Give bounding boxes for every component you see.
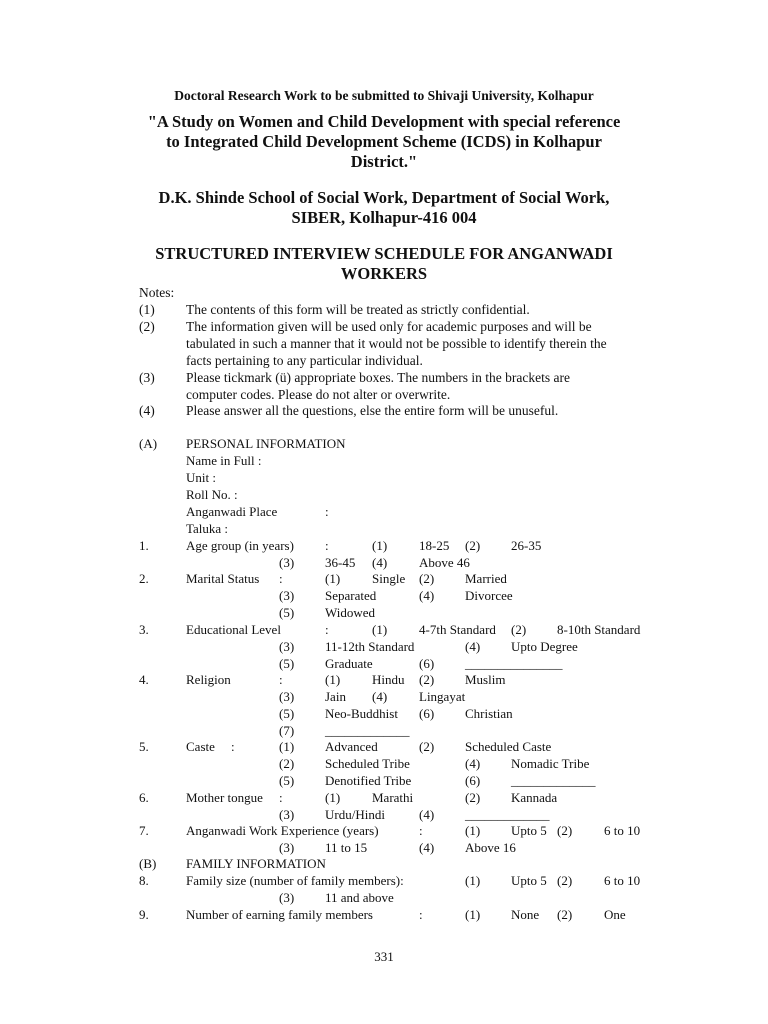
option-code: (2) <box>419 672 435 687</box>
option-label[interactable]: Kannada <box>511 790 558 805</box>
option-label[interactable]: 18-25 <box>419 538 450 553</box>
question-label-age: Age group (in years) <box>186 538 294 553</box>
option-code: (1) <box>325 672 341 687</box>
option-label[interactable]: One <box>604 907 626 922</box>
option-label[interactable]: 11 to 15 <box>325 840 368 855</box>
option-label[interactable]: Scheduled Caste <box>465 739 552 754</box>
question-number: 9. <box>139 907 149 922</box>
option-label[interactable]: Muslim <box>465 672 506 687</box>
study-title-line-2: to Integrated Child Development Scheme (ICDS) in Kolhapur <box>166 132 602 151</box>
question-label-work-experience: Anganwadi Work Experience (years) <box>186 823 379 838</box>
option-code: (2) <box>511 622 527 637</box>
note-number: (3) <box>139 370 155 385</box>
question-label-caste: Caste <box>186 739 215 754</box>
section-b-marker: (B) <box>139 856 157 871</box>
option-blank[interactable]: _____________ <box>325 723 410 738</box>
field-taluka: Taluka : <box>186 521 229 536</box>
option-blank[interactable]: _____________ <box>465 807 550 822</box>
option-code: (2) <box>557 823 573 838</box>
question-colon: : <box>279 571 283 586</box>
question-colon: : <box>231 739 235 754</box>
question-label-mother-tongue: Mother tongue <box>186 790 263 805</box>
option-label[interactable]: Denotified Tribe <box>325 773 412 788</box>
option-label[interactable]: 26-35 <box>511 538 542 553</box>
option-label[interactable]: 11-12th Standard <box>325 639 415 654</box>
note-number: (4) <box>139 403 155 418</box>
option-code: (2) <box>419 571 435 586</box>
field-anganwadi-place: Anganwadi Place <box>186 504 278 519</box>
option-label[interactable]: Above 46 <box>419 555 470 570</box>
option-blank[interactable]: _______________ <box>465 656 563 671</box>
option-label[interactable]: Widowed <box>325 605 376 620</box>
question-number: 8. <box>139 873 149 888</box>
question-number: 1. <box>139 538 149 553</box>
question-label-education: Educational Level <box>186 622 281 637</box>
option-code: (3) <box>279 840 295 855</box>
note-text: The information given will be used only for academic purposes and will be <box>186 319 592 334</box>
question-colon: : <box>279 790 283 805</box>
note-text: tabulated in such a manner that it would not be possible to identify therein the <box>186 336 607 351</box>
option-label[interactable]: Scheduled Tribe <box>325 756 410 771</box>
option-code: (3) <box>279 807 295 822</box>
option-code: (4) <box>372 555 388 570</box>
option-code: (7) <box>279 723 295 738</box>
option-label[interactable]: Marathi <box>372 790 414 805</box>
option-label[interactable]: 6 to 10 <box>604 873 641 888</box>
option-label[interactable]: Urdu/Hindi <box>325 807 385 822</box>
option-code: (2) <box>557 873 573 888</box>
question-number: 6. <box>139 790 149 805</box>
note-text: Please tickmark (ü) appropriate boxes. The numbers in the brackets are <box>186 370 570 385</box>
option-code: (4) <box>372 689 388 704</box>
option-code: (2) <box>557 907 573 922</box>
option-label[interactable]: Graduate <box>325 656 373 671</box>
option-label[interactable]: Upto Degree <box>511 639 578 654</box>
option-code: (1) <box>372 622 388 637</box>
field-roll-no: Roll No. : <box>186 487 238 502</box>
option-code: (3) <box>279 555 295 570</box>
question-label-marital-status: Marital Status <box>186 571 260 586</box>
option-code: (6) <box>419 706 435 721</box>
section-a-title: PERSONAL INFORMATION <box>186 436 346 451</box>
option-label[interactable]: Divorcee <box>465 588 513 603</box>
option-code: (4) <box>465 756 481 771</box>
question-label-family-size: Family size (number of family members): <box>186 873 404 888</box>
option-label[interactable]: None <box>511 907 540 922</box>
option-label[interactable]: Advanced <box>325 739 378 754</box>
question-colon: : <box>325 622 329 637</box>
note-number: (2) <box>139 319 155 334</box>
notes-heading: Notes: <box>139 285 175 300</box>
option-label[interactable]: 6 to 10 <box>604 823 641 838</box>
school-line-2: SIBER, Kolhapur-416 004 <box>291 208 477 227</box>
question-colon: : <box>279 672 283 687</box>
question-number: 3. <box>139 622 149 637</box>
question-colon: : <box>419 823 423 838</box>
option-label[interactable]: 36-45 <box>325 555 356 570</box>
school-line-1: D.K. Shinde School of Social Work, Department of Social Work, <box>158 188 610 207</box>
option-label[interactable]: Above 16 <box>465 840 516 855</box>
option-label[interactable]: Upto 5 <box>511 873 547 888</box>
option-code: (5) <box>279 656 295 671</box>
question-number: 4. <box>139 672 149 687</box>
option-label[interactable]: Lingayat <box>419 689 466 704</box>
field-name-in-full: Name in Full : <box>186 453 262 468</box>
question-label-earning-members: Number of earning family members <box>186 907 373 922</box>
option-code: (2) <box>465 538 481 553</box>
option-label[interactable]: Married <box>465 571 507 586</box>
option-code: (4) <box>419 840 435 855</box>
option-code: (3) <box>279 689 295 704</box>
university-line: Doctoral Research Work to be submitted to Shivaji University, Kolhapur <box>174 88 594 103</box>
note-text: The contents of this form will be treated as strictly confidential. <box>186 302 530 317</box>
option-code: (1) <box>325 571 341 586</box>
option-label[interactable]: Neo-Buddhist <box>325 706 398 721</box>
option-label[interactable]: Upto 5 <box>511 823 547 838</box>
option-code: (1) <box>465 873 481 888</box>
study-title-line-3: District." <box>350 152 418 171</box>
option-blank[interactable]: _____________ <box>511 773 596 788</box>
question-number: 7. <box>139 823 149 838</box>
option-code: (5) <box>279 773 295 788</box>
field-colon: : <box>325 504 329 519</box>
section-b-title: FAMILY INFORMATION <box>186 856 326 871</box>
study-title-line-1: "A Study on Women and Child Development with special reference <box>147 112 621 131</box>
option-code: (4) <box>465 639 481 654</box>
option-code: (3) <box>279 890 295 905</box>
section-a-marker: (A) <box>139 436 158 451</box>
option-code: (2) <box>465 790 481 805</box>
option-label[interactable]: Hindu <box>372 672 405 687</box>
option-label[interactable]: Christian <box>465 706 513 721</box>
option-label[interactable]: Single <box>372 571 406 586</box>
question-number: 5. <box>139 739 149 754</box>
question-colon: : <box>325 538 329 553</box>
option-label[interactable]: 11 and above <box>325 890 394 905</box>
note-number: (1) <box>139 302 155 317</box>
page-number: 331 <box>374 949 394 964</box>
option-code: (1) <box>279 739 295 754</box>
option-code: (1) <box>325 790 341 805</box>
option-code: (5) <box>279 605 295 620</box>
option-code: (5) <box>279 706 295 721</box>
schedule-title-line-1: STRUCTURED INTERVIEW SCHEDULE FOR ANGANWADI <box>155 244 613 263</box>
option-code: (4) <box>419 588 435 603</box>
option-code: (6) <box>419 656 435 671</box>
note-text: computer codes. Please do not alter or overwrite. <box>186 387 451 402</box>
option-code: (3) <box>279 639 295 654</box>
option-code: (1) <box>465 907 481 922</box>
schedule-title-line-2: WORKERS <box>340 264 428 283</box>
option-label[interactable]: Nomadic Tribe <box>511 756 590 771</box>
option-code: (3) <box>279 588 295 603</box>
question-colon: : <box>419 907 423 922</box>
option-code: (4) <box>419 807 435 822</box>
question-label-religion: Religion <box>186 672 231 687</box>
option-code: (2) <box>419 739 435 754</box>
note-text: Please answer all the questions, else the entire form will be unuseful. <box>186 403 559 418</box>
option-label[interactable]: Separated <box>325 588 377 603</box>
option-label[interactable]: 8-10th Standard <box>557 622 641 637</box>
option-label[interactable]: 4-7th Standard <box>419 622 496 637</box>
option-code: (2) <box>279 756 295 771</box>
option-code: (6) <box>465 773 481 788</box>
option-code: (1) <box>465 823 481 838</box>
option-code: (1) <box>372 538 388 553</box>
field-unit: Unit : <box>186 470 216 485</box>
question-number: 2. <box>139 571 149 586</box>
note-text: facts pertaining to any particular individual. <box>186 353 423 368</box>
option-label[interactable]: Jain <box>325 689 346 704</box>
